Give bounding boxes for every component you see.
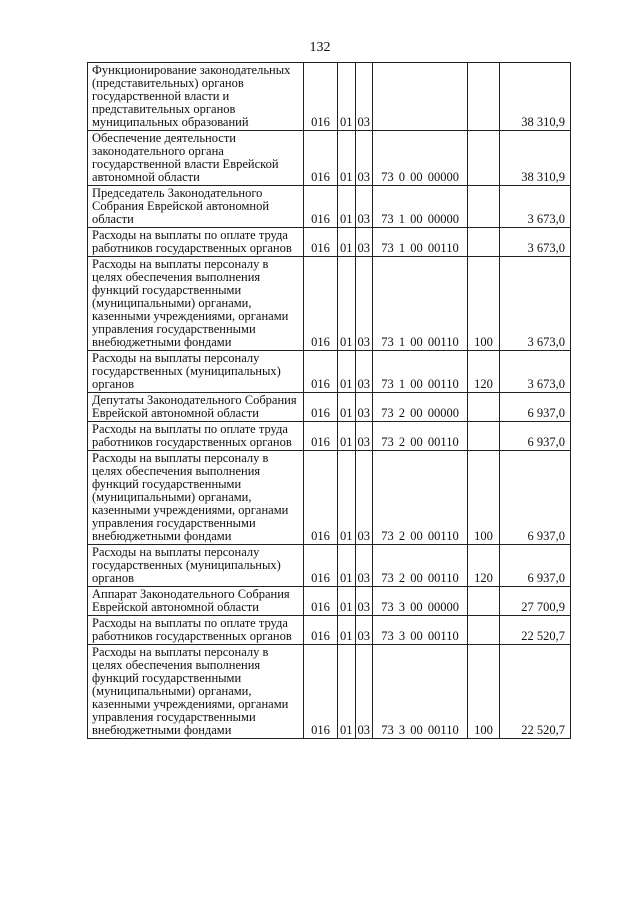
table-row (88, 257, 571, 351)
row-amount: 22 520,7 (500, 616, 571, 645)
row-name: Расходы на выплаты персоналу в целях обеспечения выполнения функций государственными (муниципальными) органами, казенными учреждениями, органами управления государственными внебюджетными фондами (88, 451, 304, 545)
row-name: Председатель Законодательного Собрания Еврейской автономной области (88, 186, 304, 228)
row-target-code (373, 616, 468, 645)
table-row (88, 422, 571, 451)
row-ministry-code: 016 (304, 351, 338, 393)
row-section-code: 01 (338, 131, 356, 186)
row-ministry-code: 016 (304, 422, 338, 451)
table-row (88, 645, 571, 739)
table-body (88, 63, 571, 739)
row-section-code: 01 (338, 545, 356, 587)
row-target-code-text: 73 1 00 00110 (381, 335, 459, 349)
table-row (88, 616, 571, 645)
row-section-code: 01 (338, 587, 356, 616)
row-expense-type: 120 (468, 545, 500, 587)
row-expense-type (468, 186, 500, 228)
row-target-code-text: 73 1 00 00110 (381, 377, 459, 391)
row-section-code: 01 (338, 393, 356, 422)
row-name: Расходы на выплаты по оплате труда работников государственных органов (88, 616, 304, 645)
budget-table (87, 62, 571, 739)
row-amount: 6 937,0 (500, 422, 571, 451)
row-subsection-code: 03 (355, 616, 373, 645)
row-target-code (373, 228, 468, 257)
row-section-code: 01 (338, 422, 356, 451)
row-name: Аппарат Законодательного Собрания Еврейской автономной области (88, 587, 304, 616)
row-subsection-code: 03 (355, 393, 373, 422)
row-name: Функционирование законодательных (представительных) органов государственной власти и представительных органов муниципальных образований (88, 63, 304, 131)
table-row (88, 451, 571, 545)
row-target-code (373, 257, 468, 351)
row-section-code: 01 (338, 645, 356, 739)
row-target-code-text: 73 2 00 00110 (381, 571, 459, 585)
row-target-code (373, 131, 468, 186)
row-target-code-text: 73 1 00 00110 (381, 241, 459, 255)
table-row (88, 63, 571, 131)
row-target-code-text: 73 3 00 00110 (381, 723, 459, 737)
row-target-code-text: 73 1 00 00000 (381, 212, 459, 226)
row-subsection-code: 03 (355, 587, 373, 616)
row-target-code-text: 73 3 00 00000 (381, 600, 459, 614)
row-expense-type (468, 422, 500, 451)
row-target-code (373, 63, 468, 131)
row-section-code: 01 (338, 257, 356, 351)
row-target-code-text: 73 0 00 00000 (381, 170, 459, 184)
row-section-code: 01 (338, 186, 356, 228)
row-subsection-code: 03 (355, 131, 373, 186)
row-ministry-code: 016 (304, 616, 338, 645)
row-section-code: 01 (338, 63, 356, 131)
row-ministry-code: 016 (304, 257, 338, 351)
row-name: Расходы на выплаты персоналу в целях обеспечения выполнения функций государственными (муниципальными) органами, казенными учреждениями, органами управления государственными внебюджетными фондами (88, 257, 304, 351)
row-name: Расходы на выплаты по оплате труда работников государственных органов (88, 228, 304, 257)
row-expense-type: 100 (468, 451, 500, 545)
row-section-code: 01 (338, 351, 356, 393)
row-name: Расходы на выплаты персоналу в целях обеспечения выполнения функций государственными (муниципальными) органами, казенными учреждениями, органами управления государственными внебюджетными фондами (88, 645, 304, 739)
row-target-code (373, 451, 468, 545)
row-amount: 27 700,9 (500, 587, 571, 616)
table-row (88, 545, 571, 587)
row-amount: 3 673,0 (500, 186, 571, 228)
row-ministry-code: 016 (304, 451, 338, 545)
row-target-code (373, 587, 468, 616)
row-target-code (373, 422, 468, 451)
row-amount: 6 937,0 (500, 393, 571, 422)
row-amount: 6 937,0 (500, 451, 571, 545)
row-target-code-text: 73 3 00 00110 (381, 629, 459, 643)
row-target-code-text: 73 2 00 00110 (381, 435, 459, 449)
row-name: Расходы на выплаты по оплате труда работников государственных органов (88, 422, 304, 451)
row-ministry-code: 016 (304, 545, 338, 587)
row-expense-type: 100 (468, 257, 500, 351)
row-subsection-code: 03 (355, 186, 373, 228)
page-number: 132 (309, 40, 331, 55)
row-target-code (373, 645, 468, 739)
row-subsection-code: 03 (355, 257, 373, 351)
row-subsection-code: 03 (355, 645, 373, 739)
row-name: Расходы на выплаты персоналу государственных (муниципальных) органов (88, 545, 304, 587)
row-subsection-code: 03 (355, 63, 373, 131)
row-expense-type (468, 131, 500, 186)
row-name: Обеспечение деятельности законодательного органа государственной власти Еврейской автономной области (88, 131, 304, 186)
row-amount: 6 937,0 (500, 545, 571, 587)
row-name: Расходы на выплаты персоналу государственных (муниципальных) органов (88, 351, 304, 393)
row-ministry-code: 016 (304, 131, 338, 186)
row-target-code (373, 545, 468, 587)
row-expense-type: 100 (468, 645, 500, 739)
row-ministry-code: 016 (304, 186, 338, 228)
table-row (88, 131, 571, 186)
row-amount: 3 673,0 (500, 228, 571, 257)
row-subsection-code: 03 (355, 228, 373, 257)
row-section-code: 01 (338, 451, 356, 545)
row-subsection-code: 03 (355, 451, 373, 545)
row-target-code-text: 73 2 00 00000 (381, 406, 459, 420)
row-expense-type: 120 (468, 351, 500, 393)
row-subsection-code: 03 (355, 351, 373, 393)
row-expense-type (468, 63, 500, 131)
row-target-code-text: 73 2 00 00110 (381, 529, 459, 543)
row-section-code: 01 (338, 616, 356, 645)
row-ministry-code: 016 (304, 228, 338, 257)
table-row (88, 587, 571, 616)
row-subsection-code: 03 (355, 422, 373, 451)
table-row (88, 186, 571, 228)
row-target-code (373, 186, 468, 228)
row-amount: 3 673,0 (500, 257, 571, 351)
row-expense-type (468, 393, 500, 422)
table-row (88, 228, 571, 257)
row-amount: 22 520,7 (500, 645, 571, 739)
row-expense-type (468, 587, 500, 616)
row-expense-type (468, 228, 500, 257)
row-expense-type (468, 616, 500, 645)
table-row (88, 351, 571, 393)
row-subsection-code: 03 (355, 545, 373, 587)
row-target-code (373, 393, 468, 422)
row-amount: 3 673,0 (500, 351, 571, 393)
row-name: Депутаты Законодательного Собрания Еврейской автономной области (88, 393, 304, 422)
row-ministry-code: 016 (304, 587, 338, 616)
row-target-code (373, 351, 468, 393)
table-row (88, 393, 571, 422)
row-ministry-code: 016 (304, 645, 338, 739)
row-amount: 38 310,9 (500, 131, 571, 186)
row-ministry-code: 016 (304, 393, 338, 422)
row-amount: 38 310,9 (500, 63, 571, 131)
row-section-code: 01 (338, 228, 356, 257)
row-ministry-code: 016 (304, 63, 338, 131)
